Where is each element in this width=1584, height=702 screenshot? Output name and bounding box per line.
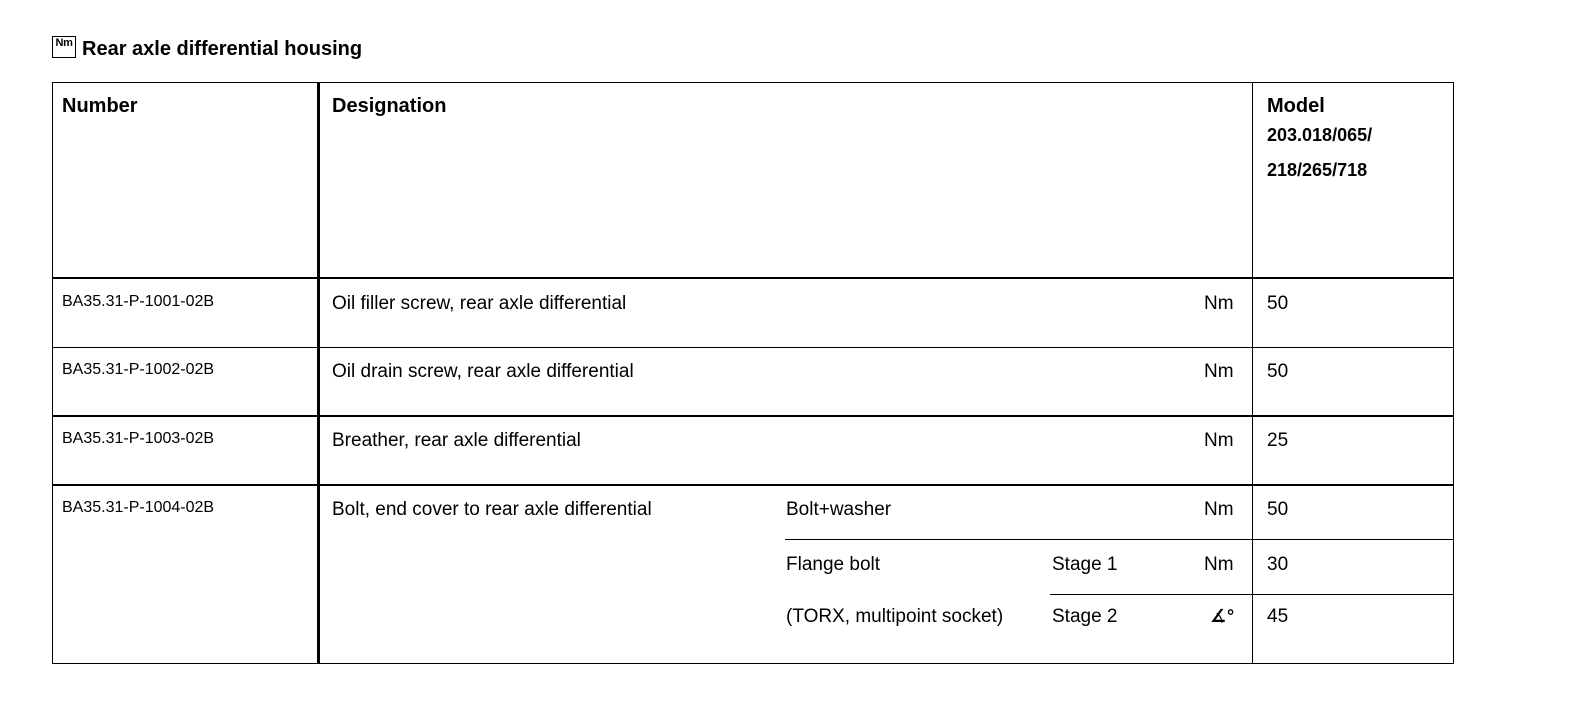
subrow-desc: Flange bolt (786, 554, 881, 575)
row-unit: Nm (1204, 293, 1234, 314)
row-number: BA35.31-P-1001-02B (62, 293, 215, 310)
row-divider-3 (52, 484, 1454, 486)
section-title: Rear axle differential housing (82, 37, 363, 60)
row-divider-header (52, 277, 1454, 279)
header-model: Model (1267, 95, 1325, 117)
section-title-row (52, 36, 362, 62)
subrow-unit: Nm (1204, 499, 1234, 520)
subrow-stage: Stage 2 (1052, 606, 1118, 627)
header-number: Number (62, 95, 138, 117)
subrow-divider-2 (1050, 594, 1454, 595)
subrow-value: 50 (1267, 499, 1289, 520)
subrow-value: 30 (1267, 554, 1289, 575)
row-unit: Nm (1204, 430, 1234, 451)
table-border-left (52, 82, 53, 664)
angle-icon: ∡° (1210, 606, 1234, 626)
subrow-stage: Stage 1 (1052, 554, 1118, 575)
subrow-desc: Bolt+washer (786, 499, 892, 520)
row-divider-1 (52, 347, 1454, 348)
table-border-bottom (52, 663, 1454, 664)
row-number: BA35.31-P-1002-02B (62, 361, 215, 378)
row-unit: Nm (1204, 361, 1234, 382)
row-designation: Breather, rear axle differential (332, 430, 581, 451)
row-designation: Bolt, end cover to rear axle differential (332, 499, 652, 520)
subrow-unit: Nm (1204, 554, 1234, 575)
row-value: 50 (1267, 293, 1289, 314)
col-divider-number (317, 82, 320, 664)
row-number: BA35.31-P-1004-02B (62, 499, 215, 516)
subrow-desc: (TORX, multipoint socket) (786, 606, 1004, 627)
row-designation: Oil filler screw, rear axle differential (332, 293, 627, 314)
subrow-value: 45 (1267, 606, 1289, 627)
row-value: 25 (1267, 430, 1289, 451)
torque-table (52, 82, 1454, 664)
header-model-line1: 203.018/065/ (1267, 125, 1373, 145)
row-divider-2 (52, 415, 1454, 417)
row-designation: Oil drain screw, rear axle differential (332, 361, 634, 382)
col-divider-model (1252, 82, 1253, 664)
nm-icon: Nm (52, 36, 76, 58)
row-value: 50 (1267, 361, 1289, 382)
table-border-top (52, 82, 1454, 83)
header-designation: Designation (332, 95, 447, 117)
row-number: BA35.31-P-1003-02B (62, 430, 215, 447)
header-model-line2: 218/265/718 (1267, 160, 1368, 180)
table-border-right (1453, 82, 1454, 664)
subrow-divider-1 (785, 539, 1454, 540)
